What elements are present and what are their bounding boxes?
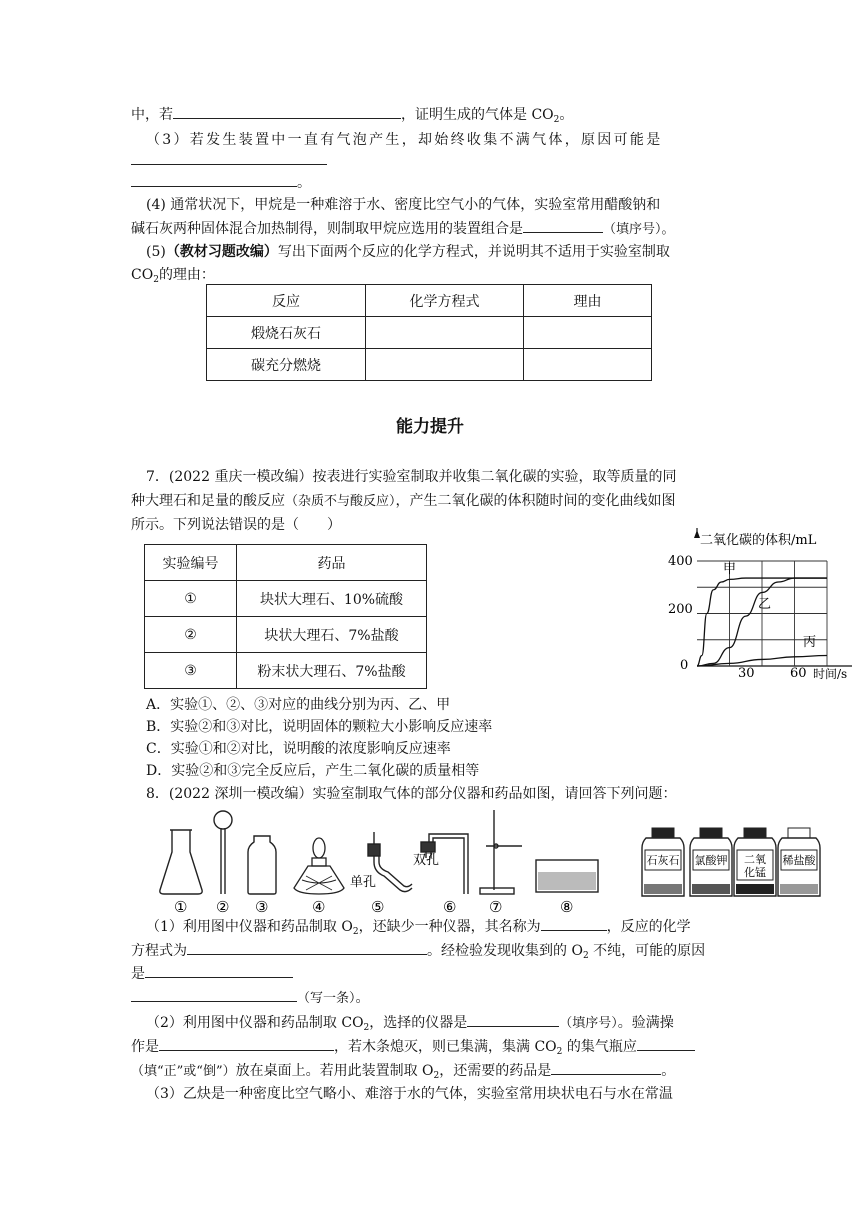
series-label-bing: 丙 <box>803 635 817 650</box>
apparatus-number-labels <box>174 898 573 916</box>
grid <box>697 561 827 666</box>
bottle-cap <box>652 828 674 838</box>
apparatus-number-label: ② <box>216 898 230 916</box>
q8-part1-line2 <box>131 940 705 961</box>
answer-blank[interactable] <box>551 1060 661 1075</box>
text: 不纯，可能的原因 <box>588 943 706 959</box>
bottle-label-text: 二氧 <box>744 853 766 866</box>
text: 作是 <box>131 1039 159 1055</box>
answer-blank[interactable] <box>159 1036 334 1051</box>
apparatus-number-label: ⑥ <box>443 898 457 916</box>
text: ，产生二氧化碳的体积随时间的变化曲线如图 <box>395 493 676 509</box>
table-header: 实验编号 <box>145 545 237 581</box>
q8-part2-line3 <box>131 1060 675 1082</box>
hint: （填“正”或“倒”） <box>131 1064 236 1079</box>
apparatus-number-label: ⑧ <box>560 898 574 916</box>
bottle-cap <box>700 828 722 838</box>
q7-line2 <box>131 491 676 512</box>
table-cell: ③ <box>145 653 237 689</box>
reaction-table <box>206 284 652 381</box>
text: 中，若 <box>131 107 173 123</box>
series-label-yi: 乙 <box>758 597 772 612</box>
table-cell: 碳充分燃烧 <box>207 349 366 381</box>
x-tick-label: 60 <box>790 666 807 681</box>
origin-label: 0 <box>680 658 689 673</box>
series-label-jia: 甲 <box>723 562 737 577</box>
apparatus-number-label: ① <box>174 898 188 916</box>
hint: （杂质不与酸反应） <box>285 494 396 509</box>
bottle-cap <box>788 828 810 838</box>
apparatus-figure <box>150 806 830 916</box>
text: 种大理石和足量的酸反应 <box>131 493 285 509</box>
text: 方程式为 <box>131 943 187 959</box>
option-a[interactable]: A．实验①、②、③对应的曲线分别为丙、乙、甲 <box>146 697 451 713</box>
reagent-bottle <box>642 828 684 896</box>
text: 的理由： <box>158 267 215 283</box>
source-tag: （教材习题改编） <box>165 244 278 260</box>
bottle-label-text: 氯酸钾 <box>694 854 728 867</box>
text: 。 <box>355 990 370 1006</box>
section-title: 能力提升 <box>396 417 464 437</box>
gas-bottle-icon <box>248 836 276 894</box>
answer-blank[interactable] <box>467 1012 559 1027</box>
q8-part1-line3 <box>131 963 293 984</box>
bottle-contents <box>692 884 730 894</box>
reagent-bottles <box>642 828 820 896</box>
table-cell-answer[interactable] <box>366 349 524 381</box>
hint: （写一条） <box>297 991 356 1006</box>
q6-part3-blank-line <box>131 150 327 171</box>
q6-part4-line1: (4) 通常状况下，甲烷是一种难溶于水、密度比空气小的气体，实验室常用醋酸钠和 <box>146 197 661 213</box>
answer-blank[interactable] <box>173 104 401 119</box>
q8-part3-line1: （3）乙炔是一种密度比空气略小、难溶于水的气体，实验室常用块状电石与水在常温 <box>146 1086 673 1102</box>
answer-blank[interactable] <box>637 1036 695 1051</box>
table-cell: 块状大理石、7%盐酸 <box>237 617 427 653</box>
text: ，若木条熄灭，则已集满，集满 CO <box>334 1039 557 1055</box>
apparatus-number-label: ③ <box>255 898 269 916</box>
text: （1）利用图中仪器和药品制取 O <box>146 919 353 935</box>
q6-line1 <box>131 104 573 125</box>
x-axis-label: 时间/s <box>813 667 848 681</box>
q6-part3: （3）若发生装置中一直有气泡产生，却始终收集不满气体，原因可能是 <box>146 132 663 148</box>
text: 放在桌面上。若用此装置制取 O <box>235 1063 434 1079</box>
q8-part2-line2 <box>131 1036 695 1057</box>
table-cell-answer[interactable] <box>524 317 652 349</box>
option-d[interactable]: D．实验②和③完全反应后，产生二氧化碳的质量相等 <box>146 763 480 779</box>
subscript: 2 <box>363 1023 370 1033</box>
q6-part4-line2 <box>131 218 675 240</box>
answer-blank[interactable] <box>145 963 293 978</box>
text: (5) <box>146 244 166 260</box>
table-cell: 煅烧石灰石 <box>207 317 366 349</box>
text: ，选择的仪器是 <box>369 1015 468 1031</box>
text: 。验满操 <box>617 1015 674 1031</box>
apparatus-number-label: ⑦ <box>489 898 503 916</box>
option-c[interactable]: C．实验①和②对比，说明酸的浓度影响反应速率 <box>146 741 451 757</box>
q6-part5-line2 <box>131 265 215 285</box>
answer-blank[interactable] <box>131 150 327 165</box>
bottle-contents <box>644 884 682 894</box>
y-tick-label: 200 <box>668 602 693 617</box>
text: ，还需要的药品是 <box>439 1063 552 1079</box>
bottle-contents <box>736 884 774 894</box>
text: 写出下面两个反应的化学方程式，并说明其不适用于实验室制取 <box>277 244 670 260</box>
answer-blank[interactable] <box>131 987 297 1002</box>
table-cell-answer[interactable] <box>524 349 652 381</box>
q7-line3: 所示。下列说法错误的是（ ） <box>131 517 341 533</box>
hint: （填序号）。 <box>603 222 675 237</box>
table-cell: ② <box>145 617 237 653</box>
q6-part5-line1 <box>146 242 670 262</box>
bottle-label-text: 石灰石 <box>646 854 680 867</box>
text: ，还缺少一种仪器，其名称为 <box>358 919 541 935</box>
subscript: 2 <box>582 951 589 961</box>
long-neck-funnel-icon <box>214 811 232 894</box>
y-axis-label: 二氧化碳的体积/mL <box>700 533 817 548</box>
q6-part3-blank-line2 <box>131 172 311 193</box>
co2-volume-chart <box>650 528 860 688</box>
table-cell: 粉末状大理石、7%盐酸 <box>237 653 427 689</box>
bottle-label-text: 化锰 <box>744 866 766 879</box>
answer-blank[interactable] <box>541 916 607 931</box>
subscript: 2 <box>556 1047 563 1057</box>
text: ，证明生成的气体是 CO <box>401 107 554 123</box>
option-b[interactable]: B．实验②和③对比，说明固体的颗粒大小影响反应速率 <box>146 719 493 735</box>
text: （2）利用图中仪器和药品制取 CO <box>146 1015 364 1031</box>
bottle-cap <box>744 828 766 838</box>
hole-label-double: 双孔 <box>413 853 440 868</box>
subscript: 2 <box>553 115 560 125</box>
text: 。经检验发现收集到的 O <box>427 943 583 959</box>
hole-label-single: 单孔 <box>350 875 377 890</box>
text: 。 <box>297 175 311 191</box>
text: 是 <box>131 966 145 982</box>
subscript: 2 <box>153 275 159 285</box>
q7-line1: 7．(2022 重庆一模改编）按表进行实验室制取并收集二氧化碳的实验，取等质量的同 <box>146 469 677 485</box>
answer-blank[interactable] <box>187 940 427 955</box>
experiment-table <box>144 544 427 689</box>
q8-part2-line1 <box>146 1012 674 1034</box>
q8-line1: 8．(2022 深圳一模改编）实验室制取气体的部分仪器和药品如图，请回答下列问题： <box>146 786 677 802</box>
table-cell-answer[interactable] <box>366 317 524 349</box>
subscript: 2 <box>433 1071 440 1081</box>
text: 的集气瓶应 <box>562 1039 637 1055</box>
table-header: 药品 <box>237 545 427 581</box>
bottle-label-text: 稀盐酸 <box>782 854 816 867</box>
x-tick-label: 30 <box>738 666 755 681</box>
answer-blank[interactable] <box>523 218 603 233</box>
table-header: 化学方程式 <box>366 285 524 317</box>
alcohol-lamp-icon <box>294 838 344 894</box>
text: 。 <box>661 1063 676 1079</box>
text: 。 <box>559 107 574 123</box>
text: ，反应的化学 <box>606 919 691 935</box>
table-cell: 块状大理石、10%硫酸 <box>237 581 427 617</box>
subscript: 2 <box>352 927 359 937</box>
water-trough-icon <box>536 860 598 892</box>
apparatus-number-label: ⑤ <box>371 898 385 916</box>
q8-part1-line1 <box>146 916 691 937</box>
text: 碱石灰两种固体混合加热制得，则制取甲烷应选用的装置组合是 <box>131 221 523 237</box>
conical-flask-icon <box>160 830 202 894</box>
bottle-contents <box>780 884 818 894</box>
table-header: 反应 <box>207 285 366 317</box>
text: CO <box>131 267 154 283</box>
reagent-bottle <box>734 828 776 896</box>
hint: （填序号） <box>559 1016 618 1031</box>
y-tick-label: 400 <box>668 554 693 569</box>
reagent-bottle <box>690 828 732 896</box>
iron-stand-icon <box>480 810 522 894</box>
table-header: 理由 <box>524 285 652 317</box>
reagent-bottle <box>778 828 820 896</box>
answer-blank[interactable] <box>131 172 297 187</box>
apparatus-number-label: ④ <box>312 898 326 916</box>
table-cell: ① <box>145 581 237 617</box>
q8-part1-line4 <box>131 987 370 1009</box>
